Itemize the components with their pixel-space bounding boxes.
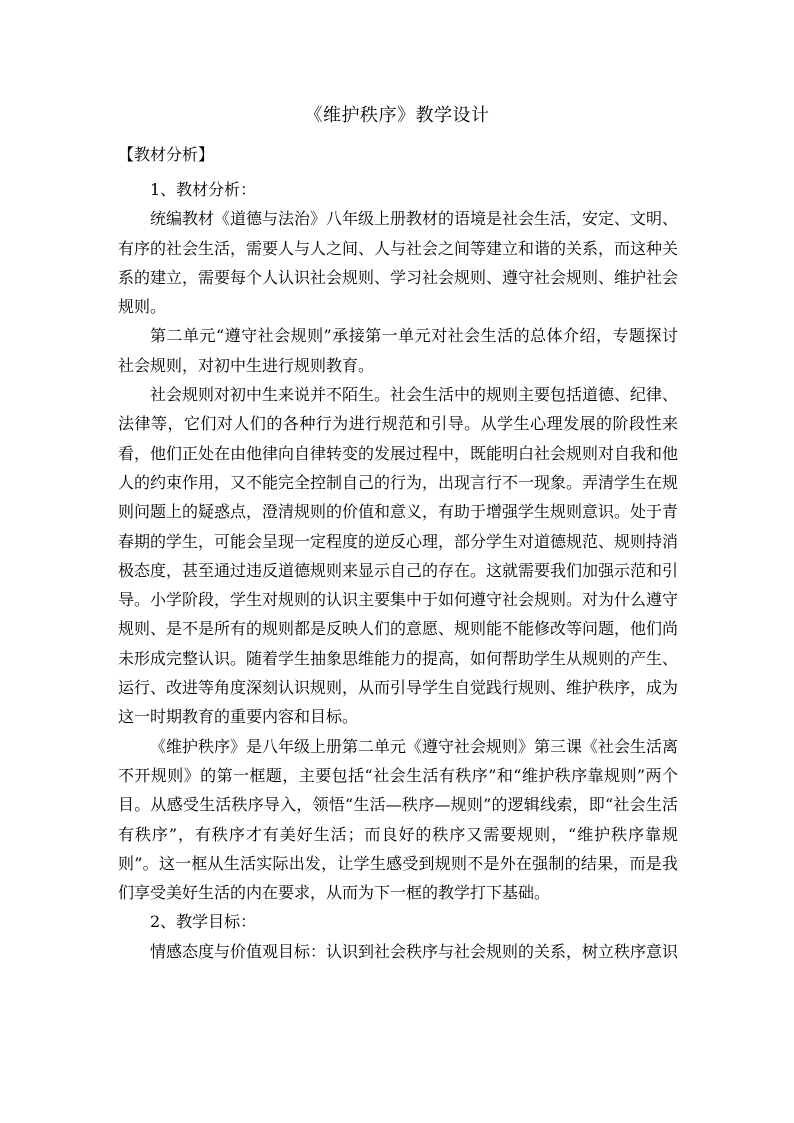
paragraph-4: 《维护秩序》是八年级上册第二单元《遵守社会规则》第三课《社会生活离不开规则》的第一框题，主要包括“社会生活有秩序”和“维护秩序靠规则”两个目。从感受生活秩序导入，领悟“生活—秩序—规则”的逻辑线索，即“社会生活有秩序”，有秩序才有美好生活；而良好的秩序又需要规则，“维护秩序靠规则”。这一框从生活实际出发，让学生感受到规则不是外在强制的结果，而是我们享受美好生活的内在要求，从而为下一框的教学打下基础。: [118, 736, 679, 903]
section-heading: 【教材分析】: [118, 145, 215, 164]
paragraph-1: 统编教材《道德与法治》八年级上册教材的语境是社会生活，安定、文明、有序的社会生活，需要人与人之间、人与社会之间等建立和谐的关系，而这种关系的建立，需要每个人认识社会规则、学习社会规则、遵守社会规则、维护社会规则。: [118, 209, 679, 317]
document-body: [118, 175, 678, 966]
paragraph-subheading-2: 2、教学目标：: [150, 912, 257, 932]
paragraph-subheading-1: 1、教材分析：: [150, 180, 257, 199]
paragraph-2: 第二单元“遵守社会规则”承接第一单元对社会生活的总体介绍，专题探讨社会规则，对初中生进行规则教育。: [118, 326, 678, 375]
document-title: 《维护秩序》教学设计: [304, 105, 490, 126]
paragraph-5: 情感态度与价值观目标：认识到社会秩序与社会规则的关系，树立秩序意识: [150, 941, 679, 961]
paragraph-3: 社会规则对初中生来说并不陌生。社会生活中的规则主要包括道德、纪律、法律等，它们对人们的各种行为进行规范和引导。从学生心理发展的阶段性来看，他们正处在由他律向自律转变的发展过程中，既能明白社会规则对自我和他人的约束作用，又不能完全控制自己的行为，出现言行不一现象。弄清学生在规则问题上的疑惑点，澄清规则的价值和意义，有助于增强学生规则意识。处于青春期的学生，可能会呈现一定程度的逆反心理，部分学生对道德规范、规则持消极态度，甚至通过违反道德规则来显示自己的存在。这就需要我们加强示范和引导。小学阶段，学生对规则的认识主要集中于如何遵守社会规则。对为什么遵守规则、是不是所有的规则都是反映人们的意愿、规则能不能修改等问题，他们尚未形成完整认识。随着学生抽象思维能力的提高，如何帮助学生从规则的产生、运行、改进等角度深刻认识规则，从而引导学生自觉践行规则、维护秩序，成为这一时期教育的重要内容和目标。: [118, 385, 679, 727]
